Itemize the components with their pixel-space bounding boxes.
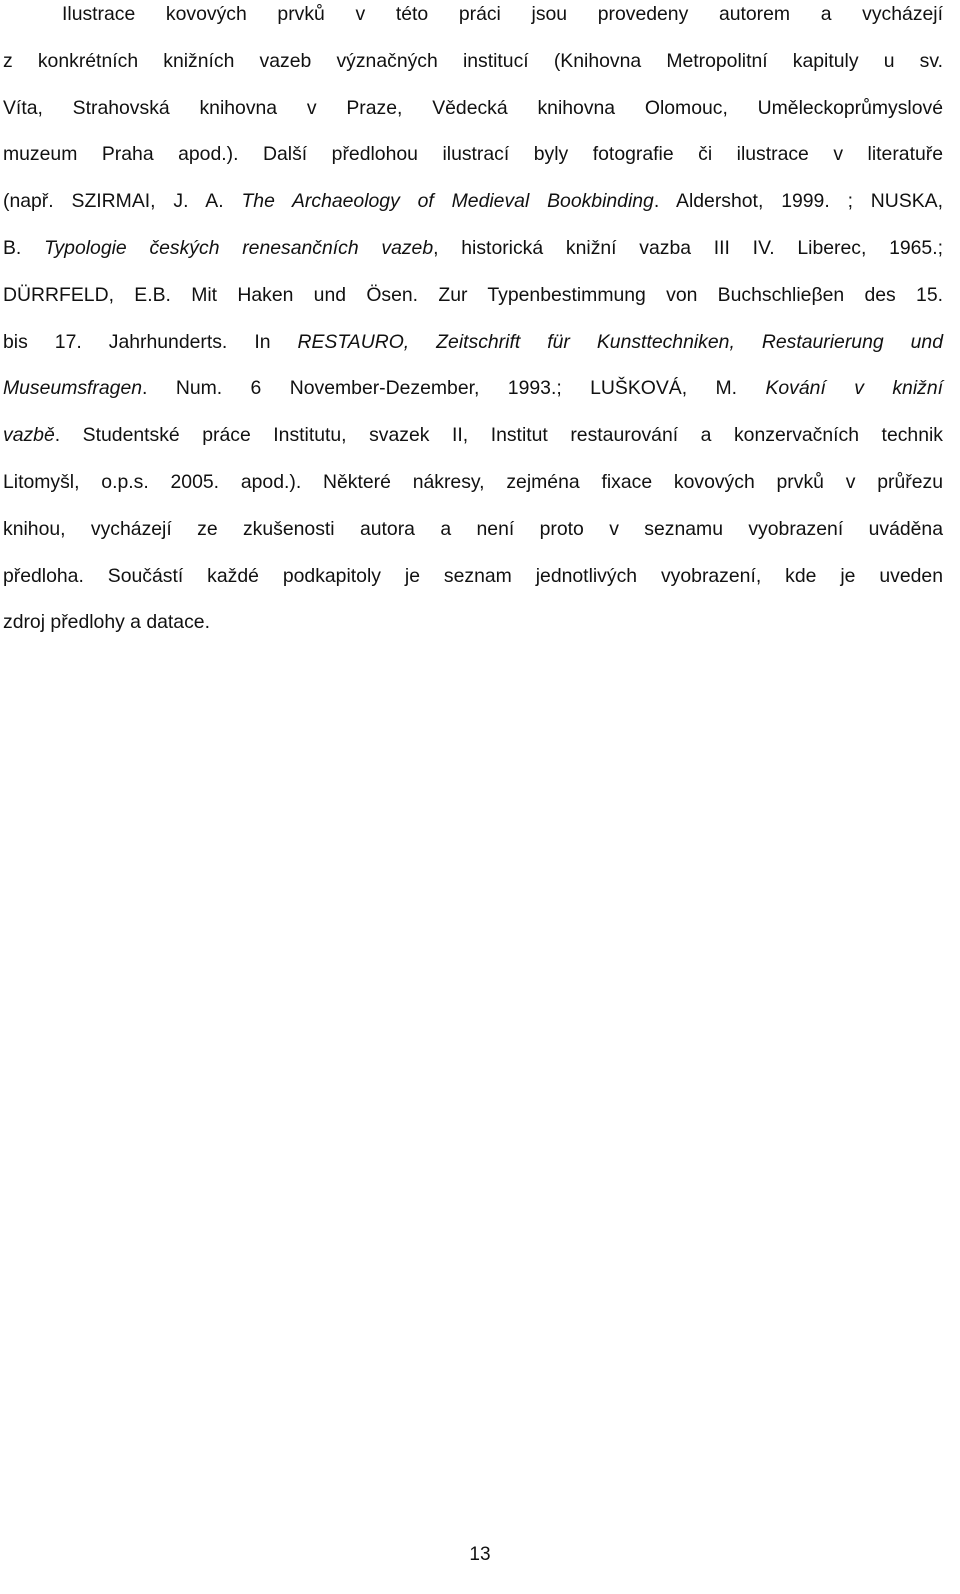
text-line: DÜRRFELD, E.B. Mit Haken und Ösen. Zur Typenbestimmung von Buchschlieβen des 15. (3, 283, 943, 306)
text-run: (např. SZIRMAI, J. A. (3, 190, 242, 213)
text-line: Ilustrace kovových prvků v této práci jsou provedeny autorem a vycházejí (62, 3, 943, 25)
text-line: předloha. Součástí každé podkapitoly je seznam jednotlivých vyobrazení, kde je uveden (3, 564, 943, 587)
text-line (3, 328, 943, 375)
text-line: Víta, Strahovská knihovna v Praze, Vědecká knihovna Olomouc, Uměleckoprůmyslové (3, 96, 943, 119)
text-run: . Aldershot, 1999. ; NUSKA, (653, 190, 944, 213)
body-paragraph (3, 0, 943, 655)
text-line (3, 374, 943, 421)
text-run: . Studentské práce Institutu, svazek II, Institut restaurování a konzervačních technik (54, 424, 943, 447)
text-line (3, 234, 943, 281)
text-run: . Num. 6 November-Dezember, 1993.; LUŠKOVÁ, M. (142, 377, 766, 400)
journal-title: Museumsfragen (3, 377, 143, 400)
text-run: bis 17. Jahrhunderts. In (3, 330, 298, 353)
text-line: Litomyšl, o.p.s. 2005. apod.). Některé nákresy, zejména fixace kovových prvků v průřezu (3, 470, 943, 493)
text-line: zdroj předlohy a datace. (3, 611, 210, 634)
book-title: The Archaeology of Medieval Bookbinding (241, 190, 654, 213)
book-title: vazbě (3, 424, 55, 447)
text-line (3, 421, 943, 468)
text-run: , historická knižní vazba III IV. Liberec, 1965.; (433, 236, 943, 259)
text-run: B. (3, 236, 45, 259)
book-title: Typologie českých renesančních vazeb (44, 236, 434, 259)
page-number: 13 (469, 1544, 491, 1565)
book-title: Kování v knižní (765, 377, 943, 400)
text-line: muzeum Praha apod.). Další předlohou ilustrací byly fotografie či ilustrace v literatuře (3, 143, 943, 166)
text-line: z konkrétních knižních vazeb význačných institucí (Knihovna Metropolitní kapituly u sv. (3, 49, 943, 72)
text-line (3, 187, 943, 234)
journal-title: RESTAURO, Zeitschrift für Kunsttechniken, Restaurierung und (297, 330, 943, 353)
text-line: knihou, vycházejí ze zkušenosti autora a není proto v seznamu vyobrazení uváděna (3, 517, 943, 540)
